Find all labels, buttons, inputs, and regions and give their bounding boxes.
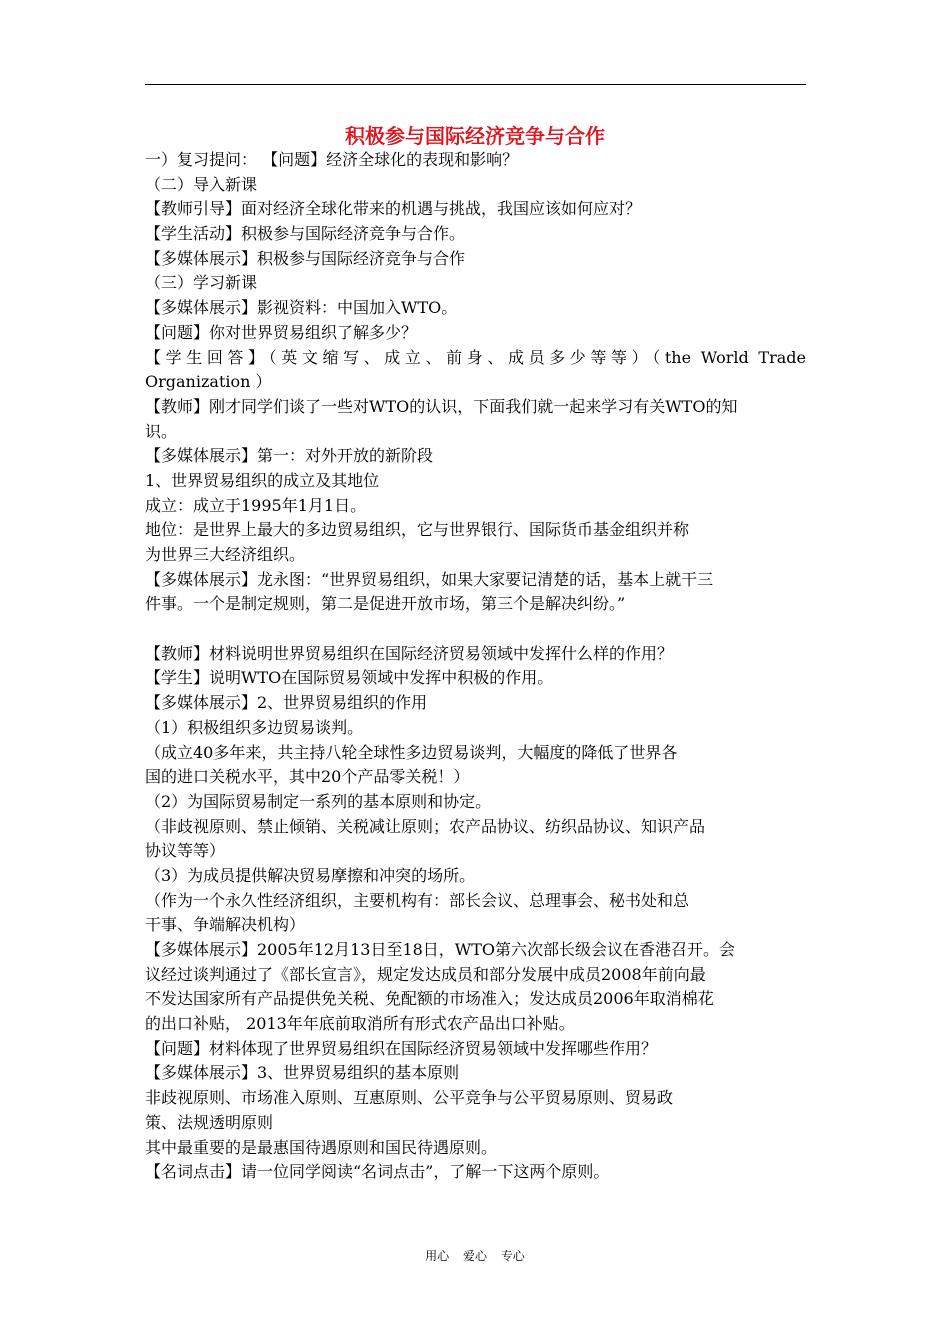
- text-line: 策、法规透明原则: [145, 1112, 274, 1132]
- text-line: 【多媒体展示】3、世界贸易组织的基本原则: [145, 1063, 460, 1083]
- text-line: 地位：是世界上最大的多边贸易组织，它与世界银行、国际货币基金组织并称: [145, 520, 690, 540]
- text-line: 【学生活动】积极参与国际经济竞争与合作。: [145, 224, 466, 244]
- text-line: 1、世界贸易组织的成立及其地位: [145, 470, 380, 490]
- text-line: 协议等等）: [145, 841, 226, 861]
- text-line: 【问题】材料体现了世界贸易组织在国际经济贸易领域中发挥哪些作用？: [145, 1038, 658, 1058]
- text-line: 非歧视原则、市场准入原则、互惠原则、公平竞争与公平贸易原则、贸易政: [145, 1088, 674, 1108]
- page-footer: 用心 爱心 专心: [425, 1249, 525, 1263]
- text-line: Organization ）: [145, 372, 272, 392]
- text-line: 议经过谈判通过了《部长宣言》，规定发达成员和部分发展中成员2008年前向最: [145, 964, 706, 984]
- text-line: （二）导入新课: [145, 174, 258, 194]
- document-title: 积极参与国际经济竞争与合作: [345, 124, 605, 148]
- text-line: 【教师】材料说明世界贸易组织在国际经济贸易领域中发挥什么样的作用？: [145, 643, 674, 663]
- text-line: 识。: [145, 421, 178, 441]
- text-line: 【多媒体展示】2、世界贸易组织的作用: [145, 693, 428, 713]
- text-line: 的出口补贴， 2013年年底前取消所有形式农产品出口补贴。: [145, 1014, 575, 1034]
- text-line: 【教师】刚才同学们谈了一些对WTO的认识，下面我们就一起来学习有关WTO的知: [145, 396, 738, 416]
- text-line: 为世界三大经济组织。: [145, 545, 306, 564]
- text-line: （3）为成员提供解决贸易摩擦和冲突的场所。: [145, 865, 476, 885]
- text-line: （作为一个永久性经济组织，主要机构有：部长会议、总理事会、秘书处和总: [145, 890, 690, 910]
- header-rule: [145, 84, 806, 85]
- text-line: 【问题】你对世界贸易组织了解多少？: [145, 322, 418, 342]
- text-line: （成立40多年来，共主持八轮全球性多边贸易谈判，大幅度的降低了世界各: [145, 742, 678, 762]
- text-line: （三）学习新课: [145, 273, 258, 293]
- text-line: 干事、争端解决机构）: [145, 915, 306, 935]
- text-line: 件事。一个是制定规则，第二是促进开放市场，第三个是解决纠纷。”: [145, 594, 626, 614]
- text-line: 成立：成立于1995年1月1日。: [145, 495, 367, 515]
- text-line: 【多媒体展示】第一：对外开放的新阶段: [145, 446, 434, 466]
- text-line: （2）为国际贸易制定一系列的基本原则和协定。: [145, 791, 492, 811]
- text-line: 一）复习提问： 【问题】经济全球化的表现和影响？: [145, 150, 519, 169]
- text-line: 【名词点击】请一位同学阅读“名词点击”，了解一下这两个原则。: [145, 1162, 610, 1182]
- text-line: 【学生】说明WTO在国际贸易领域中发挥中积极的作用。: [145, 668, 554, 688]
- text-line: （1）积极组织多边贸易谈判。: [145, 717, 364, 737]
- text-line: 【多媒体展示】2005年12月13日至18日，WTO第六次部长级会议在香港召开。会: [145, 940, 736, 959]
- text-line: 【多媒体展示】龙永图：“世界贸易组织，如果大家要记清楚的话，基本上就干三: [145, 569, 714, 589]
- text-line: 【教师引导】面对经济全球化带来的机遇与挑战，我国应该如何应对？: [145, 199, 642, 219]
- blank-line: [145, 617, 806, 642]
- text-line: 【多媒体展示】积极参与国际经济竞争与合作: [145, 248, 466, 268]
- text-line: 国的进口关税水平，其中20个产品零关税！）: [145, 767, 470, 787]
- text-line: 不发达国家所有产品提供免关税、免配额的市场准入；发达成员2006年取消棉花: [145, 989, 714, 1009]
- text-line: 其中最重要的是最惠国待遇原则和国民待遇原则。: [145, 1137, 498, 1157]
- text-line: （非歧视原则、禁止倾销、关税减让原则；农产品协议、纺织品协议、知识产品: [145, 816, 706, 836]
- document-body: [145, 148, 806, 1185]
- text-line: 【多媒体展示】影视资料：中国加入WTO。: [145, 298, 458, 318]
- text-line: 【学生回答】（英文缩写、成立、前身、成员多少等等）（the World Trade: [145, 347, 806, 367]
